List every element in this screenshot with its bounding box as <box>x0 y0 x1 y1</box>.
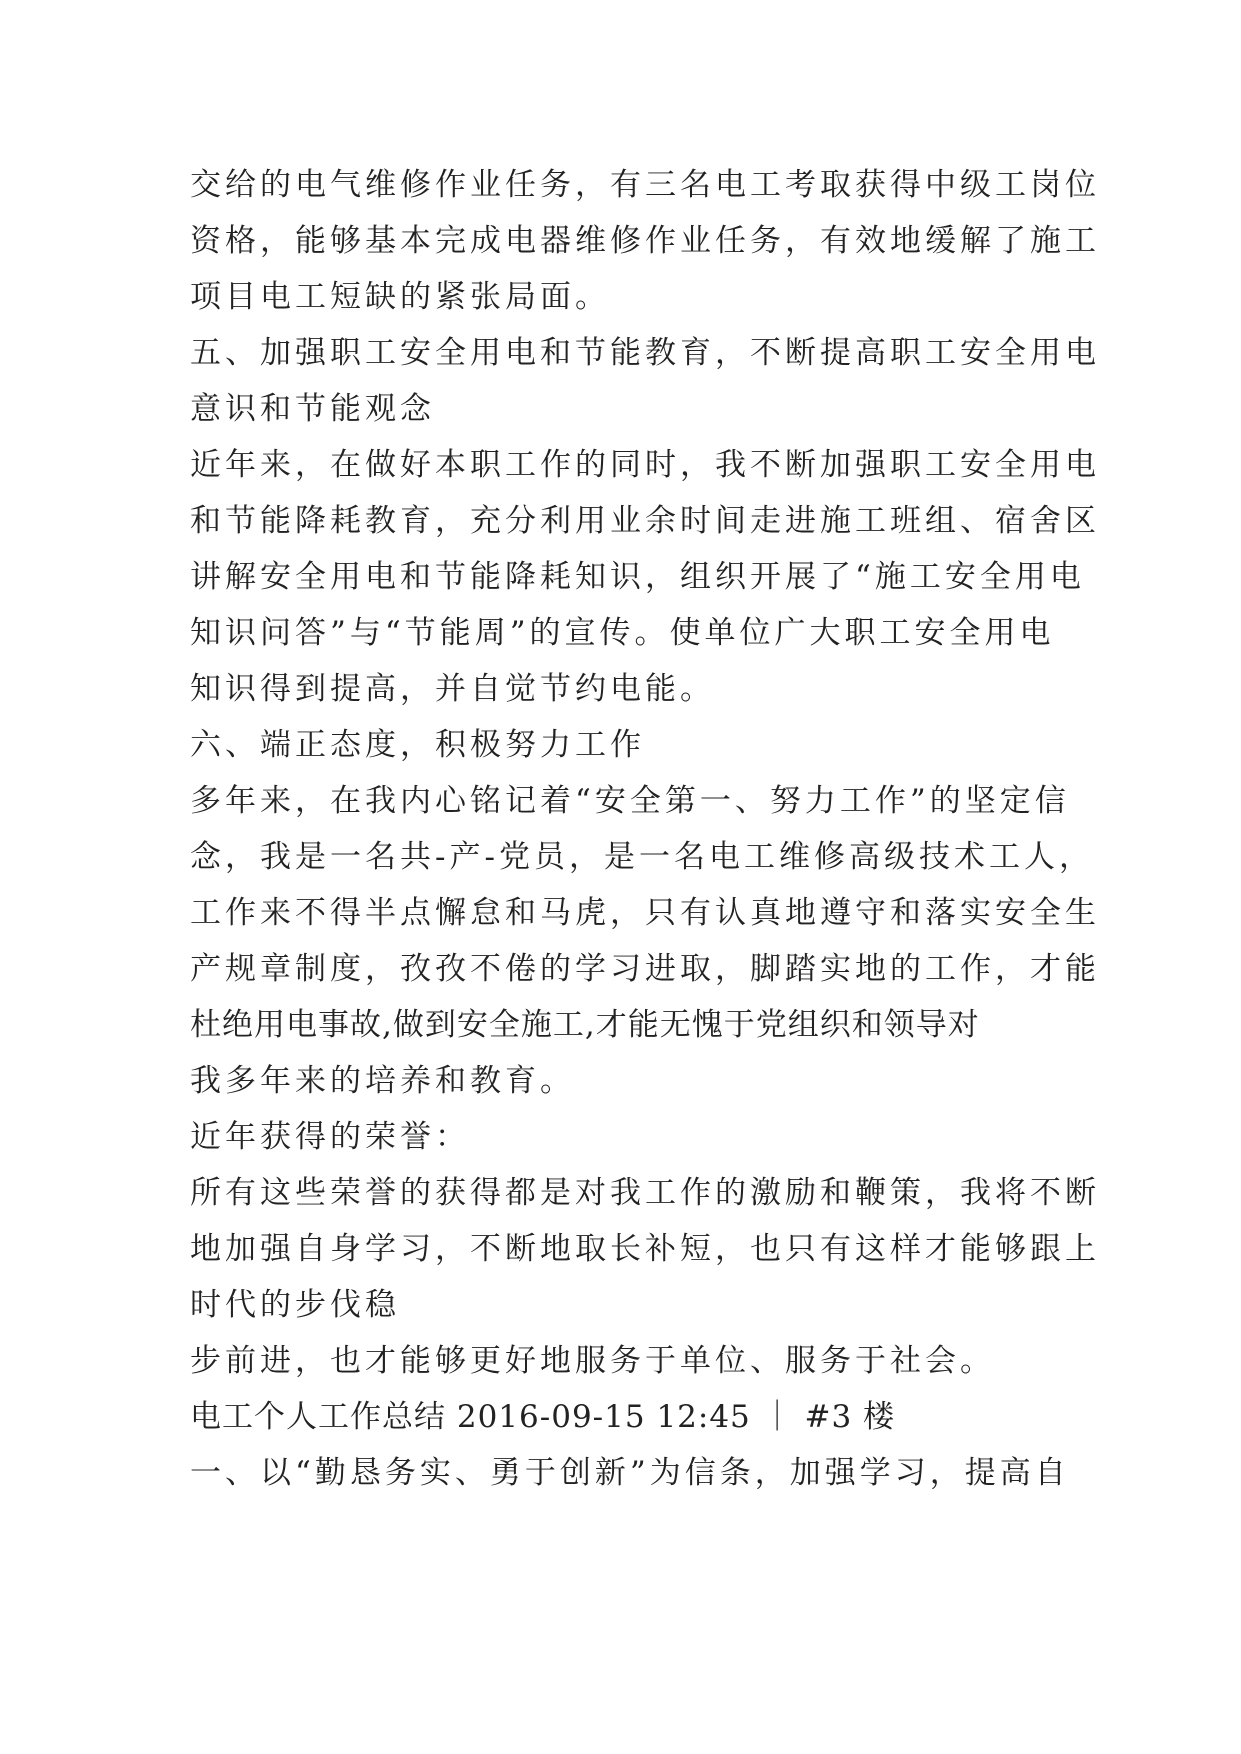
text-line: 近年获得的荣誉： <box>190 1119 470 1155</box>
text-line: 一、以“勤恳务实、勇于创新”为信条，加强学习，提高自 <box>190 1455 1070 1491</box>
text-line: 讲解安全用电和节能降耗知识，组织开展了“施工安全用电 <box>190 559 1085 595</box>
text-line: 我多年来的培养和教育。 <box>190 1063 575 1099</box>
text-line: 近年来，在做好本职工作的同时，我不断加强职工安全用电 <box>190 447 1100 483</box>
body-text <box>190 157 1100 1501</box>
text-line: 步前进，也才能够更好地服务于单位、服务于社会。 <box>190 1343 995 1379</box>
text-line: 知识问答”与“节能周”的宣传。使单位广大职工安全用电 <box>190 615 1055 651</box>
text-line: 所有这些荣誉的获得都是对我工作的激励和鞭策，我将不断 <box>190 1175 1100 1211</box>
text-line: 产规章制度，孜孜不倦的学习进取，脚踏实地的工作，才能 <box>190 951 1100 987</box>
text-line: 知识得到提高，并自觉节约电能。 <box>190 671 715 707</box>
text-line: 和节能降耗教育，充分利用业余时间走进施工班组、宿舍区 <box>190 503 1100 539</box>
text-line: 多年来，在我内心铭记着“安全第一、努力工作”的坚定信 <box>190 783 1070 819</box>
section-heading: 意识和节能观念 <box>190 391 435 427</box>
post-header: 电工个人工作总结 2016-09-15 12:45 ｜ #3 楼 <box>190 1399 896 1435</box>
text-line: 资格，能够基本完成电器维修作业任务，有效地缓解了施工 <box>190 223 1100 259</box>
section-heading: 五、加强职工安全用电和节能教育，不断提高职工安全用电 <box>190 335 1100 371</box>
text-line: 念，我是一名共-产-党员，是一名电工维修高级技术工人， <box>190 839 1094 875</box>
text-line: 地加强自身学习，不断地取长补短，也只有这样才能够跟上 <box>190 1231 1100 1267</box>
text-line: 项目电工短缺的紧张局面。 <box>190 279 610 315</box>
text-line: 交给的电气维修作业任务，有三名电工考取获得中级工岗位 <box>190 167 1100 203</box>
text-line: 工作来不得半点懈怠和马虎，只有认真地遵守和落实安全生 <box>190 895 1100 931</box>
text-line: 杜绝用电事故,做到安全施工,才能无愧于党组织和领导对 <box>190 1007 980 1043</box>
text-line: 时代的步伐稳 <box>190 1287 400 1323</box>
section-heading: 六、端正态度，积极努力工作 <box>190 727 645 763</box>
